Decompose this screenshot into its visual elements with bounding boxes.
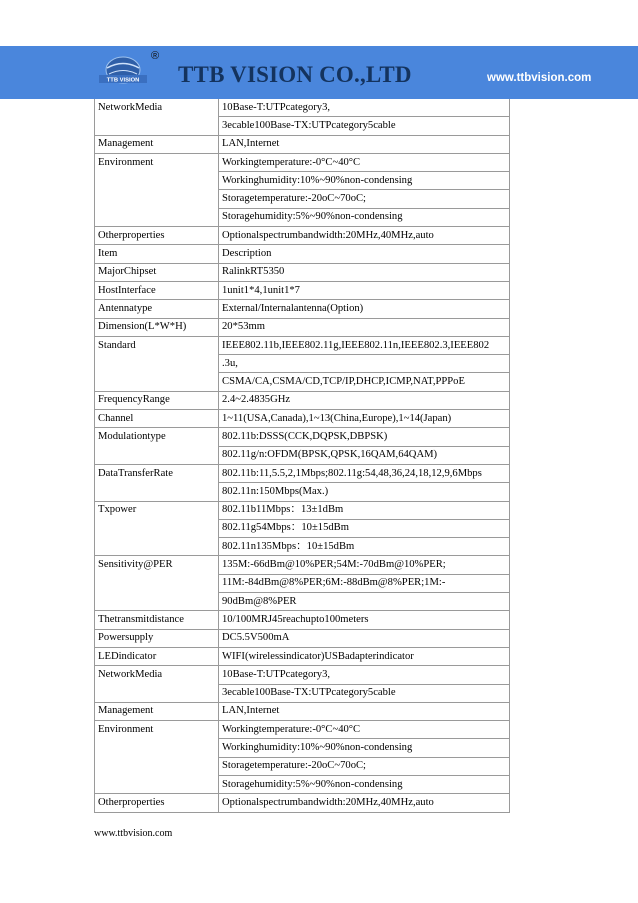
spec-value: Optionalspectrumbandwidth:20MHz,40MHz,auto — [219, 227, 510, 245]
spec-key-empty — [95, 684, 219, 702]
spec-key-empty — [95, 483, 219, 501]
table-row — [95, 373, 510, 391]
table-row — [95, 190, 510, 208]
spec-value: Workinghumidity:10%~90%non-condensing — [219, 172, 510, 190]
table-row — [95, 684, 510, 702]
spec-key: Dimension(L*W*H) — [95, 318, 219, 336]
spec-key-empty — [95, 355, 219, 373]
spec-key: LEDindicator — [95, 647, 219, 665]
footer-website: www.ttbvision.com — [94, 828, 173, 839]
spec-key-empty — [95, 593, 219, 611]
spec-value: 3ecable100Base-TX:UTPcategory5cable — [219, 684, 510, 702]
table-row — [95, 538, 510, 556]
table-row — [95, 135, 510, 153]
spec-key: Sensitivity@PER — [95, 556, 219, 574]
table-row — [95, 519, 510, 537]
spec-key: NetworkMedia — [95, 666, 219, 684]
spec-key-empty — [95, 373, 219, 391]
spec-value: External/Internalantenna(Option) — [219, 300, 510, 318]
table-row — [95, 227, 510, 245]
spec-value: IEEE802.11b,IEEE802.11g,IEEE802.11n,IEEE802.3,IEEE802 — [219, 336, 510, 354]
spec-value: Optionalspectrumbandwidth:20MHz,40MHz,auto — [219, 794, 510, 812]
spec-key: Thetransmitdistance — [95, 611, 219, 629]
spec-key: Txpower — [95, 501, 219, 519]
table-row — [95, 483, 510, 501]
spec-value: 3ecable100Base-TX:UTPcategory5cable — [219, 117, 510, 135]
table-row — [95, 281, 510, 299]
spec-value: 802.11b11Mbps：13±1dBm — [219, 501, 510, 519]
spec-value: 11M:-84dBm@8%PER;6M:-88dBm@8%PER;1M:- — [219, 574, 510, 592]
spec-value: 1~11(USA,Canada),1~13(China,Europe),1~14(Japan) — [219, 410, 510, 428]
spec-key: Otherproperties — [95, 794, 219, 812]
spec-key: Management — [95, 702, 219, 720]
table-row — [95, 794, 510, 812]
table-row — [95, 245, 510, 263]
table-row — [95, 501, 510, 519]
spec-key: Standard — [95, 336, 219, 354]
table-row — [95, 721, 510, 739]
spec-key: Environment — [95, 721, 219, 739]
spec-value: CSMA/CA,CSMA/CD,TCP/IP,DHCP,ICMP,NAT,PPPoE — [219, 373, 510, 391]
spec-value: Storagehumidity:5%~90%non-condensing — [219, 775, 510, 793]
spec-value: 802.11b:DSSS(CCK,DQPSK,DBPSK) — [219, 428, 510, 446]
spec-key: Antennatype — [95, 300, 219, 318]
spec-value: Storagetemperature:-20oC~70oC; — [219, 190, 510, 208]
spec-value: 802.11n:150Mbps(Max.) — [219, 483, 510, 501]
spec-key: Powersupply — [95, 629, 219, 647]
spec-value: 10Base-T:UTPcategory3, — [219, 666, 510, 684]
spec-key: MajorChipset — [95, 263, 219, 281]
spec-value: WIFI(wirelessindicator)USBadapterindicator — [219, 647, 510, 665]
spec-value: LAN,Internet — [219, 135, 510, 153]
table-row — [95, 757, 510, 775]
spec-value: 1unit1*4,1unit1*7 — [219, 281, 510, 299]
spec-key: DataTransferRate — [95, 464, 219, 482]
spec-key-empty — [95, 519, 219, 537]
spec-key: Otherproperties — [95, 227, 219, 245]
spec-key-empty — [95, 172, 219, 190]
table-row — [95, 172, 510, 190]
table-row — [95, 739, 510, 757]
table-row — [95, 391, 510, 409]
spec-value: Description — [219, 245, 510, 263]
spec-value: 802.11n135Mbps：10±15dBm — [219, 538, 510, 556]
spec-table — [94, 99, 510, 813]
spec-value: Storagehumidity:5%~90%non-condensing — [219, 208, 510, 226]
table-row — [95, 300, 510, 318]
table-row — [95, 611, 510, 629]
spec-value: 802.11b:11,5.5,2,1Mbps;802.11g:54,48,36,24,18,12,9,6Mbps — [219, 464, 510, 482]
table-row — [95, 446, 510, 464]
table-row — [95, 428, 510, 446]
spec-key-empty — [95, 739, 219, 757]
table-row — [95, 99, 510, 117]
spec-key-empty — [95, 117, 219, 135]
spec-value: 802.11g/n:OFDM(BPSK,QPSK,16QAM,64QAM) — [219, 446, 510, 464]
table-row — [95, 666, 510, 684]
spec-value: 10Base-T:UTPcategory3, — [219, 99, 510, 117]
spec-value: Storagetemperature:-20oC~70oC; — [219, 757, 510, 775]
spec-value: 802.11g54Mbps：10±15dBm — [219, 519, 510, 537]
table-row — [95, 593, 510, 611]
spec-key: FrequencyRange — [95, 391, 219, 409]
spec-key: Item — [95, 245, 219, 263]
spec-key: Environment — [95, 153, 219, 171]
company-name: TTB VISION CO.,LTD — [178, 62, 412, 87]
spec-value: Workinghumidity:10%~90%non-condensing — [219, 739, 510, 757]
spec-key-empty — [95, 574, 219, 592]
logo-text: TTB VISION — [106, 77, 140, 84]
table-row — [95, 702, 510, 720]
spec-key-empty — [95, 446, 219, 464]
spec-value: 90dBm@8%PER — [219, 593, 510, 611]
spec-key-empty — [95, 538, 219, 556]
spec-value: DC5.5V500mA — [219, 629, 510, 647]
table-row — [95, 629, 510, 647]
company-logo — [98, 53, 148, 93]
table-row — [95, 647, 510, 665]
spec-key: HostInterface — [95, 281, 219, 299]
table-row — [95, 355, 510, 373]
table-row — [95, 336, 510, 354]
spec-value: RalinkRT5350 — [219, 263, 510, 281]
table-row — [95, 556, 510, 574]
table-row — [95, 318, 510, 336]
spec-key-empty — [95, 208, 219, 226]
header-website: www.ttbvision.com — [487, 72, 592, 84]
spec-value: Workingtemperature:-0°C~40°C — [219, 721, 510, 739]
table-row — [95, 464, 510, 482]
spec-value: 20*53mm — [219, 318, 510, 336]
spec-key-empty — [95, 190, 219, 208]
spec-key: NetworkMedia — [95, 99, 219, 117]
spec-key-empty — [95, 775, 219, 793]
spec-value: Workingtemperature:-0°C~40°C — [219, 153, 510, 171]
spec-table-body — [95, 99, 510, 812]
table-row — [95, 263, 510, 281]
spec-value: .3u, — [219, 355, 510, 373]
spec-value: 10/100MRJ45reachupto100meters — [219, 611, 510, 629]
spec-key: Modulationtype — [95, 428, 219, 446]
table-row — [95, 775, 510, 793]
spec-key-empty — [95, 757, 219, 775]
spec-key: Management — [95, 135, 219, 153]
table-row — [95, 208, 510, 226]
spec-value: LAN,Internet — [219, 702, 510, 720]
spec-key: Channel — [95, 410, 219, 428]
table-row — [95, 574, 510, 592]
registered-mark: ® — [151, 50, 160, 62]
table-row — [95, 153, 510, 171]
spec-value: 2.4~2.4835GHz — [219, 391, 510, 409]
table-row — [95, 117, 510, 135]
spec-value: 135M:-66dBm@10%PER;54M:-70dBm@10%PER; — [219, 556, 510, 574]
table-row — [95, 410, 510, 428]
